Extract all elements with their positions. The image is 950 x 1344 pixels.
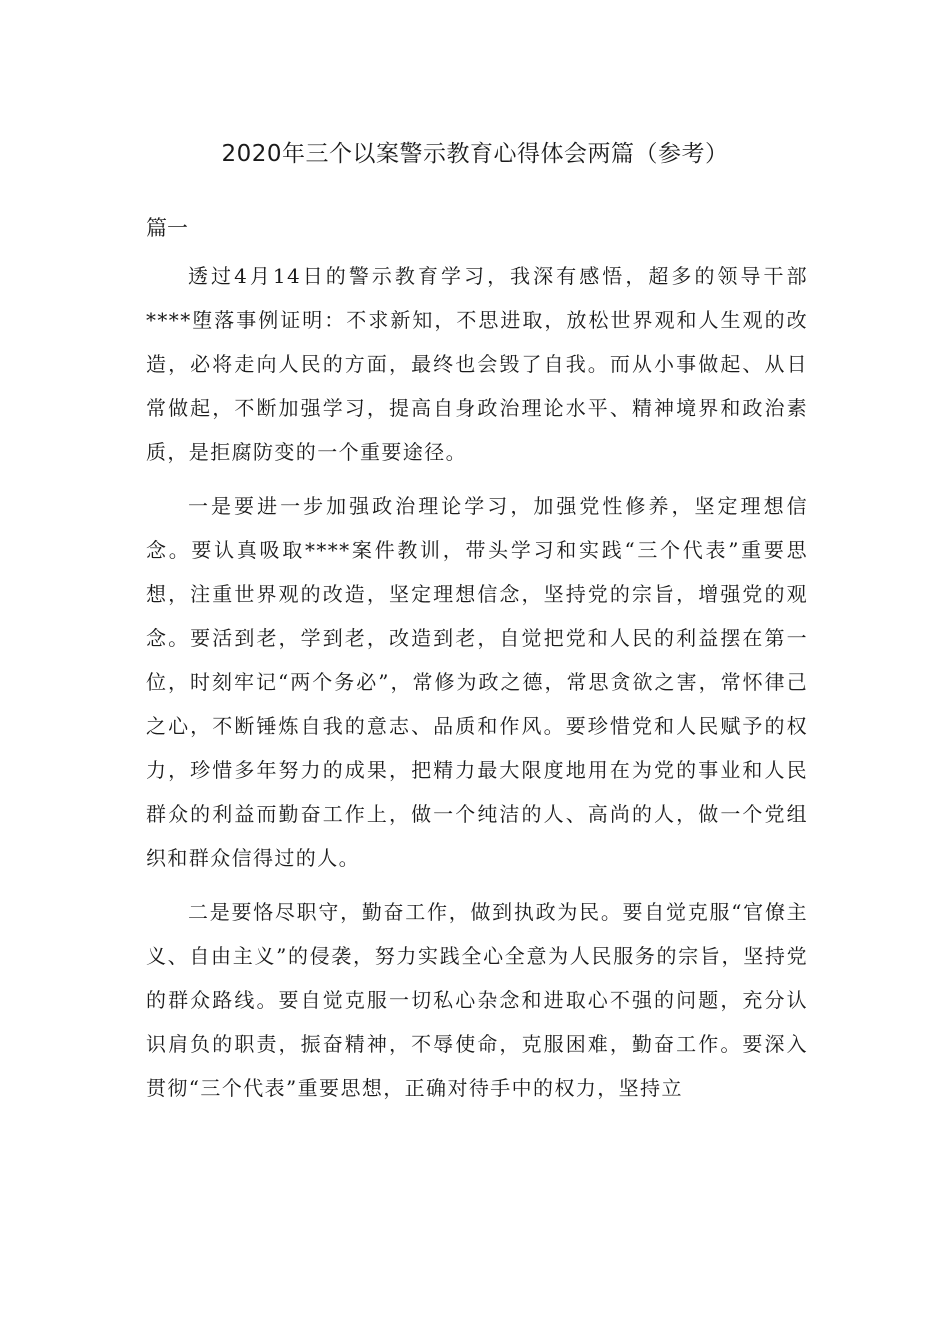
paragraph-1: 透过4月14日的警示教育学习，我深有感悟，超多的领导干部****堕落事例证明：不求新知，不思进取，放松世界观和人生观的改造，必将走向人民的方面，最终也会毁了自我。而从小事做起、从日常做起，不断加强学习，提高自身政治理论水平、精神境界和政治素质，是拒腐防变的一个重要途径。 (146, 264, 808, 464)
section-label: 篇一 (146, 216, 188, 240)
document-title: 2020年三个以案警示教育心得体会两篇（参考） (221, 141, 729, 167)
paragraph-2: 一是要进一步加强政治理论学习，加强党性修养，坚定理想信念。要认真吸取****案件教训，带头学习和实践“三个代表”重要思想，注重世界观的改造，坚定理想信念，坚持党的宗旨，增强党的观念。要活到老，学到老，改造到老，自觉把党和人民的利益摆在第一位，时刻牢记“两个务必”，常修为政之德，常思贪欲之害，常怀律己之心，不断锤炼自我的意志、品质和作风。要珍惜党和人民赋予的权力，珍惜多年努力的成果，把精力最大限度地用在为党的事业和人民群众的利益而勤奋工作上，做一个纯洁的人、高尚的人，做一个党组织和群众信得过的人。 (146, 494, 808, 870)
document-body (146, 254, 808, 1120)
paragraph-3: 二是要恪尽职守，勤奋工作，做到执政为民。要自觉克服“官僚主义、自由主义”的侵袭，努力实践全心全意为人民服务的宗旨，坚持党的群众路线。要自觉克服一切私心杂念和进取心不强的问题，充分认识肩负的职责，振奋精神，不辱使命，克服困难，勤奋工作。要深入贯彻“三个代表”重要思想，正确对待手中的权力，坚持立 (146, 900, 808, 1100)
